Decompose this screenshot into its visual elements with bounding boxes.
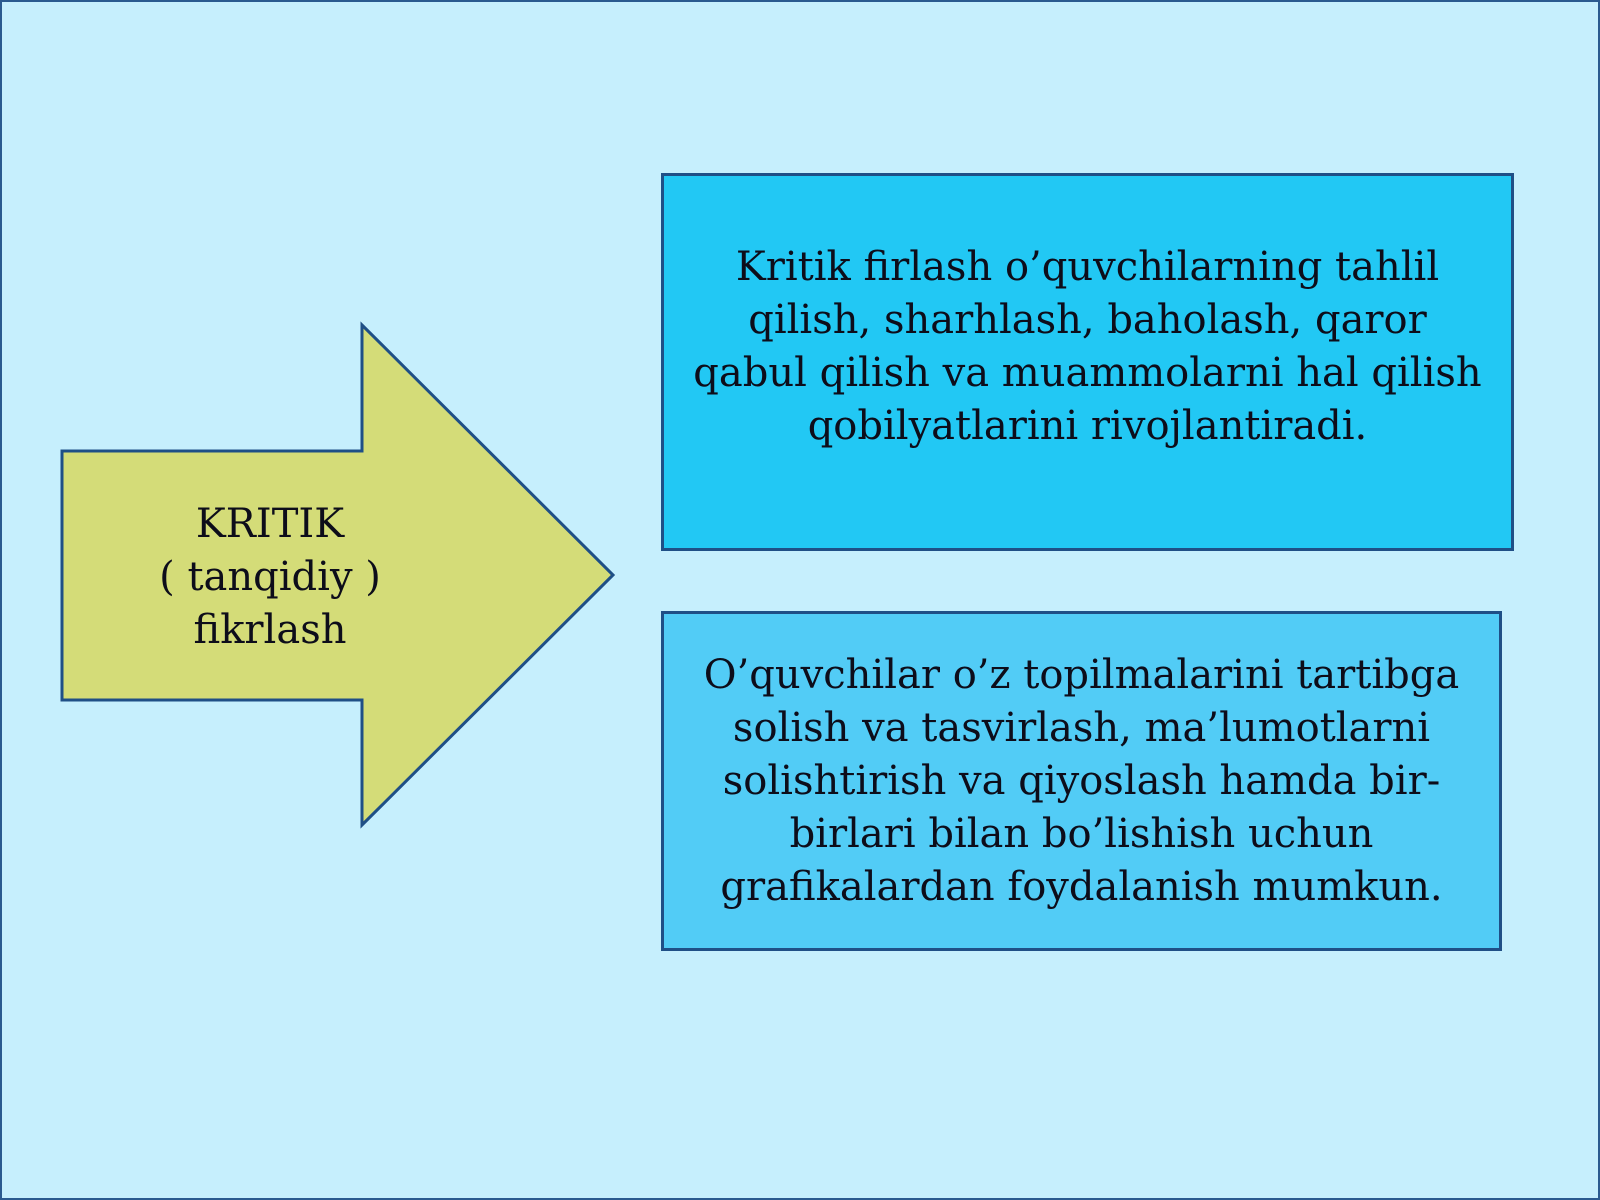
usage-box	[661, 611, 1502, 951]
usage-text: O’quvchilar o’z topilmalarini tartibga solish va tasvirlash, ma’lumotlarni solishtirish va qiyoslash hamda bir-birlari bilan bo’lishish uchun grafikalardan foydalanish mumkun.	[703, 651, 1460, 910]
definition-text: Kritik firlash o’quvchilarning tahlil qilish, sharhlash, baholash, qaror qabul qilish va muammolarni hal qilish qobilyatlarini rivojlantiradi.	[693, 244, 1482, 449]
definition-box	[661, 173, 1514, 551]
arrow-label	[110, 498, 430, 657]
arrow-label-line1: KRITIK	[195, 501, 345, 547]
arrow-label-line2: ( tanqidiy )	[159, 554, 381, 600]
arrow-label-line3: fikrlash	[193, 607, 347, 653]
